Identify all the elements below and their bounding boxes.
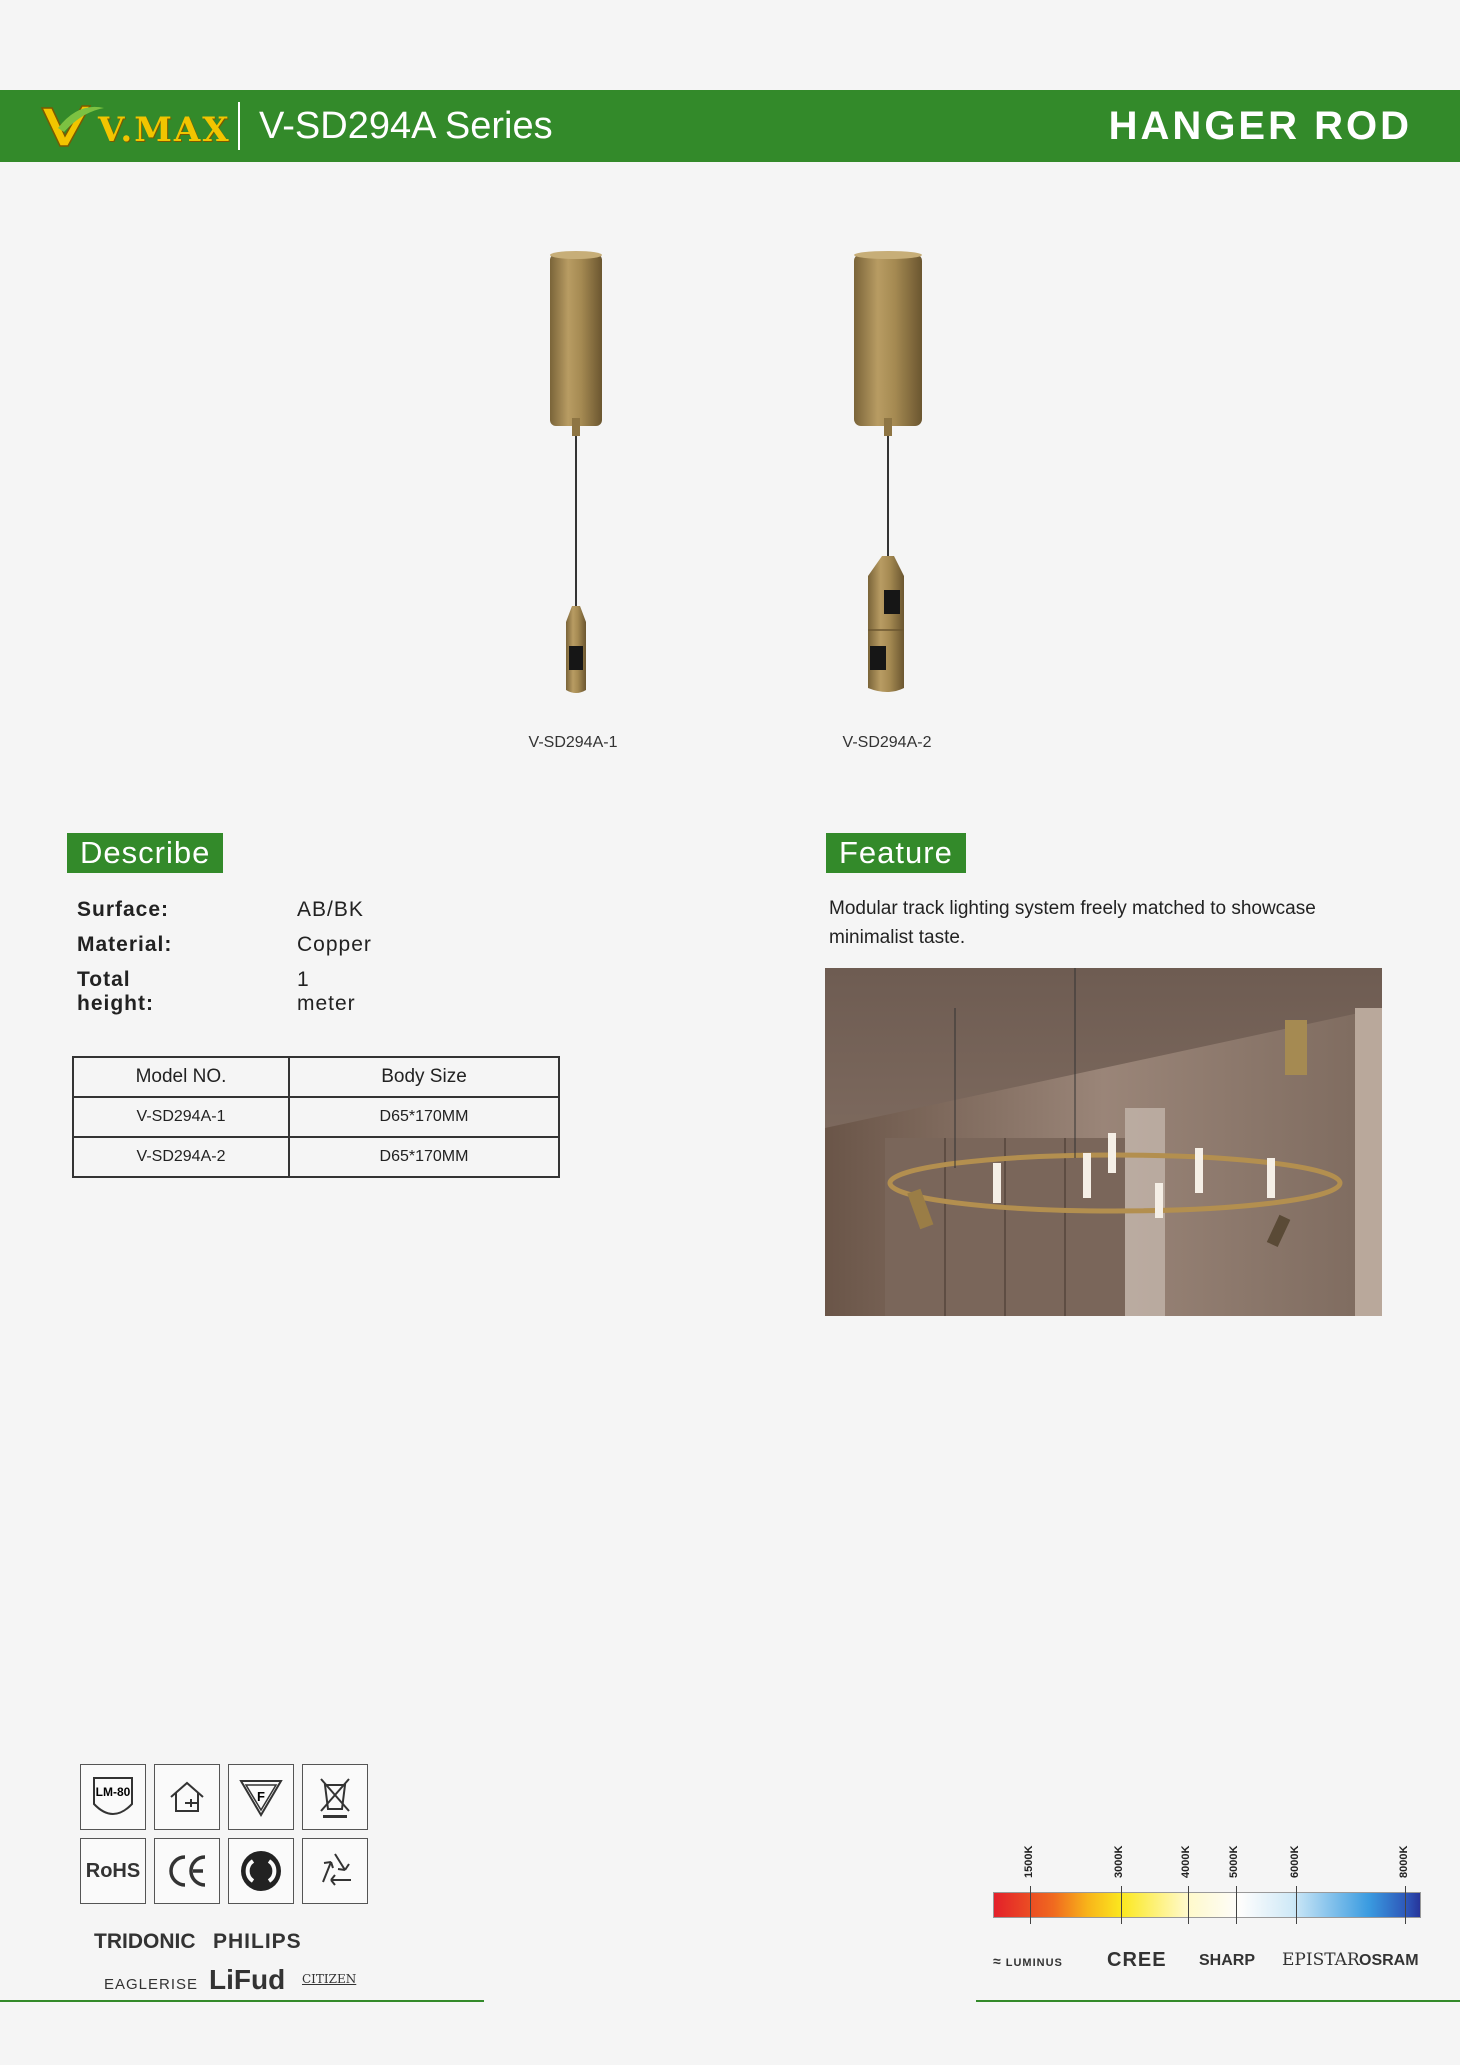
product-image-1 (540, 250, 610, 700)
kelvin-label-1500: 1500K (1023, 1845, 1035, 1878)
table-cell-model: V-SD294A-1 (73, 1097, 289, 1137)
footer-line-right (976, 2000, 1460, 2002)
kelvin-label-4000: 4000K (1180, 1845, 1192, 1878)
describe-label: Describe (67, 833, 223, 873)
kelvin-label-3000: 3000K (1113, 1845, 1125, 1878)
table-row (73, 1137, 559, 1177)
svg-text:F: F (257, 1789, 265, 1804)
vmax-logo (38, 98, 231, 154)
model-table (72, 1056, 560, 1178)
brand-eaglerise: EAGLERISE (104, 1976, 199, 1993)
spec-value: 1 meter (297, 968, 356, 1015)
rohs-cert-icon (80, 1838, 146, 1904)
led-brand-sharp: SHARP (1199, 1952, 1256, 1969)
brand-citizen: CITIZEN (302, 1972, 357, 1986)
kelvin-tick (1030, 1886, 1031, 1924)
indoor-use-icon (154, 1764, 220, 1830)
ce-mark-icon (154, 1838, 220, 1904)
kelvin-tick (1236, 1886, 1237, 1924)
kelvin-tick (1121, 1886, 1122, 1924)
kelvin-label-6000: 6000K (1289, 1845, 1301, 1878)
green-dot-icon (228, 1838, 294, 1904)
product-caption-2: V-SD294A-2 (842, 734, 932, 751)
led-brand-luminus (993, 1953, 1063, 1969)
kelvin-label-8000: 8000K (1398, 1845, 1410, 1878)
header-bar (0, 90, 1460, 162)
kelvin-tick (1296, 1886, 1297, 1924)
brand-lifud: LiFud (209, 1964, 286, 1995)
lm80-cert-icon (80, 1764, 146, 1830)
feature-label: Feature (826, 833, 966, 873)
spec-key: Surface: (77, 898, 170, 921)
series-title: V-SD294A Series (259, 105, 553, 147)
led-brand-cree: CREE (1107, 1949, 1167, 1971)
table-header-row (73, 1057, 559, 1097)
header-divider (238, 102, 240, 150)
table-row (73, 1097, 559, 1137)
spec-key: Material: (77, 933, 173, 956)
table-cell-model: V-SD294A-2 (73, 1137, 289, 1177)
kelvin-tick (1188, 1886, 1189, 1924)
led-brand-luminus-text: LUMINUS (1005, 1957, 1063, 1969)
feature-text: Modular track lighting system freely matched to showcase minimalist taste. (829, 898, 1316, 948)
spec-value: AB/BK (297, 898, 364, 921)
table-cell-size: D65*170MM (289, 1097, 559, 1137)
table-header-body-size: Body Size (289, 1057, 559, 1097)
led-brand-epistar: EPISTAR (1282, 1950, 1360, 1970)
led-brand-osram: OSRAM (1359, 1952, 1419, 1969)
logo-text: V.MAX (98, 110, 231, 150)
recycle-icon (302, 1838, 368, 1904)
application-scene-image (825, 968, 1382, 1316)
product-caption-1: V-SD294A-1 (528, 734, 618, 751)
kelvin-label-5000: 5000K (1228, 1845, 1240, 1878)
table-header-model: Model NO. (73, 1057, 289, 1097)
category-title: HANGER ROD (1108, 104, 1412, 148)
lm80-text: LM-80 (95, 1785, 131, 1799)
brand-tridonic: TRIDONIC (94, 1930, 196, 1953)
footer-line-left (0, 2000, 484, 2002)
brand-philips: PHILIPS (213, 1930, 302, 1953)
f-mark-icon (228, 1764, 294, 1830)
table-cell-size: D65*170MM (289, 1137, 559, 1177)
product-image-2 (848, 250, 928, 700)
luminus-swoosh-icon: ≈ (993, 1953, 1002, 1969)
rohs-text: RoHS (85, 1859, 141, 1882)
color-temperature-bar (993, 1892, 1421, 1918)
spec-value: Copper (297, 933, 372, 956)
kelvin-tick (1405, 1886, 1406, 1924)
spec-key: Total height: (77, 968, 154, 1015)
weee-bin-icon (302, 1764, 368, 1830)
